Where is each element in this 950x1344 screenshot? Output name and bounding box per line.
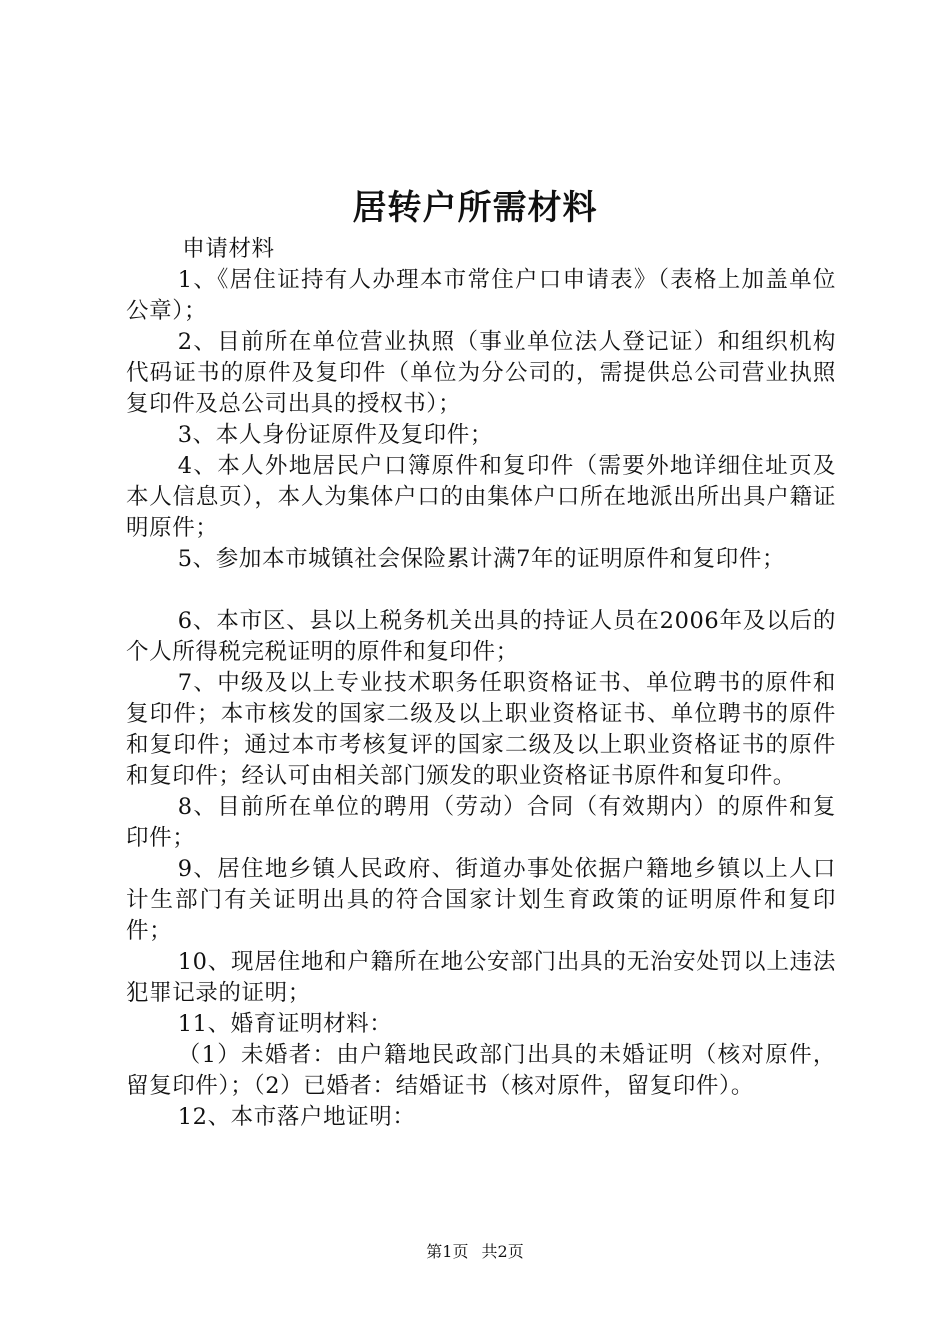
list-item: 10、现居住地和户籍所在地公安部门出具的无治安处罚以上违法犯罪记录的证明； [126, 949, 836, 1006]
list-item: 7、中级及以上专业技术职务任职资格证书、单位聘书的原件和复印件；本市核发的国家二级及以上职业资格证书、单位聘书的原件和复印件；通过本市考核复评的国家二级及以上职业资格证书的原件和复印件；经认可由相关部门颁发的职业资格证书原件和复印件。 [126, 670, 836, 789]
list-item: 1、《居住证持有人办理本市常住户口申请表》（表格上加盖单位公章）； [126, 267, 836, 324]
document-title: 居转户所需材料 [352, 188, 598, 228]
page-footer [0, 1242, 950, 1262]
paragraph-spacer [126, 575, 836, 606]
page-number: 第1页 [426, 1242, 469, 1261]
list-item: 9、居住地乡镇人民政府、街道办事处依据户籍地乡镇以上人口计生部门有关证明出具的符合国家计划生育政策的证明原件和复印件； [126, 856, 836, 944]
page-total: 共2页 [481, 1242, 524, 1261]
list-item: 6、本市区、县以上税务机关出具的持证人员在2006年及以后的个人所得税完税证明的原件和复印件； [126, 608, 836, 665]
list-item: 8、目前所在单位的聘用（劳动）合同（有效期内）的原件和复印件； [126, 794, 836, 851]
list-item: 5、参加本市城镇社会保险累计满7年的证明原件和复印件； [177, 546, 786, 572]
section-heading: 申请材料 [182, 236, 275, 262]
list-item: （1）未婚者：由户籍地民政部门出具的未婚证明（核对原件，留复印件）；（2）已婚者：结婚证书（核对原件，留复印件）。 [126, 1042, 836, 1099]
list-item: 3、本人身份证原件及复印件； [177, 422, 493, 448]
list-item: 2、目前所在单位营业执照（事业单位法人登记证）和组织机构代码证书的原件及复印件（单位为分公司的，需提供总公司营业执照复印件及总公司出具的授权书）； [126, 329, 836, 417]
list-item: 11、婚育证明材料： [177, 1011, 393, 1037]
list-item: 4、本人外地居民户口簿原件和复印件（需要外地详细住址页及本人信息页），本人为集体户口的由集体户口所在地派出所出具户籍证明原件； [126, 453, 836, 541]
document-body [126, 234, 836, 1133]
list-item: 12、本市落户地证明： [177, 1104, 416, 1130]
